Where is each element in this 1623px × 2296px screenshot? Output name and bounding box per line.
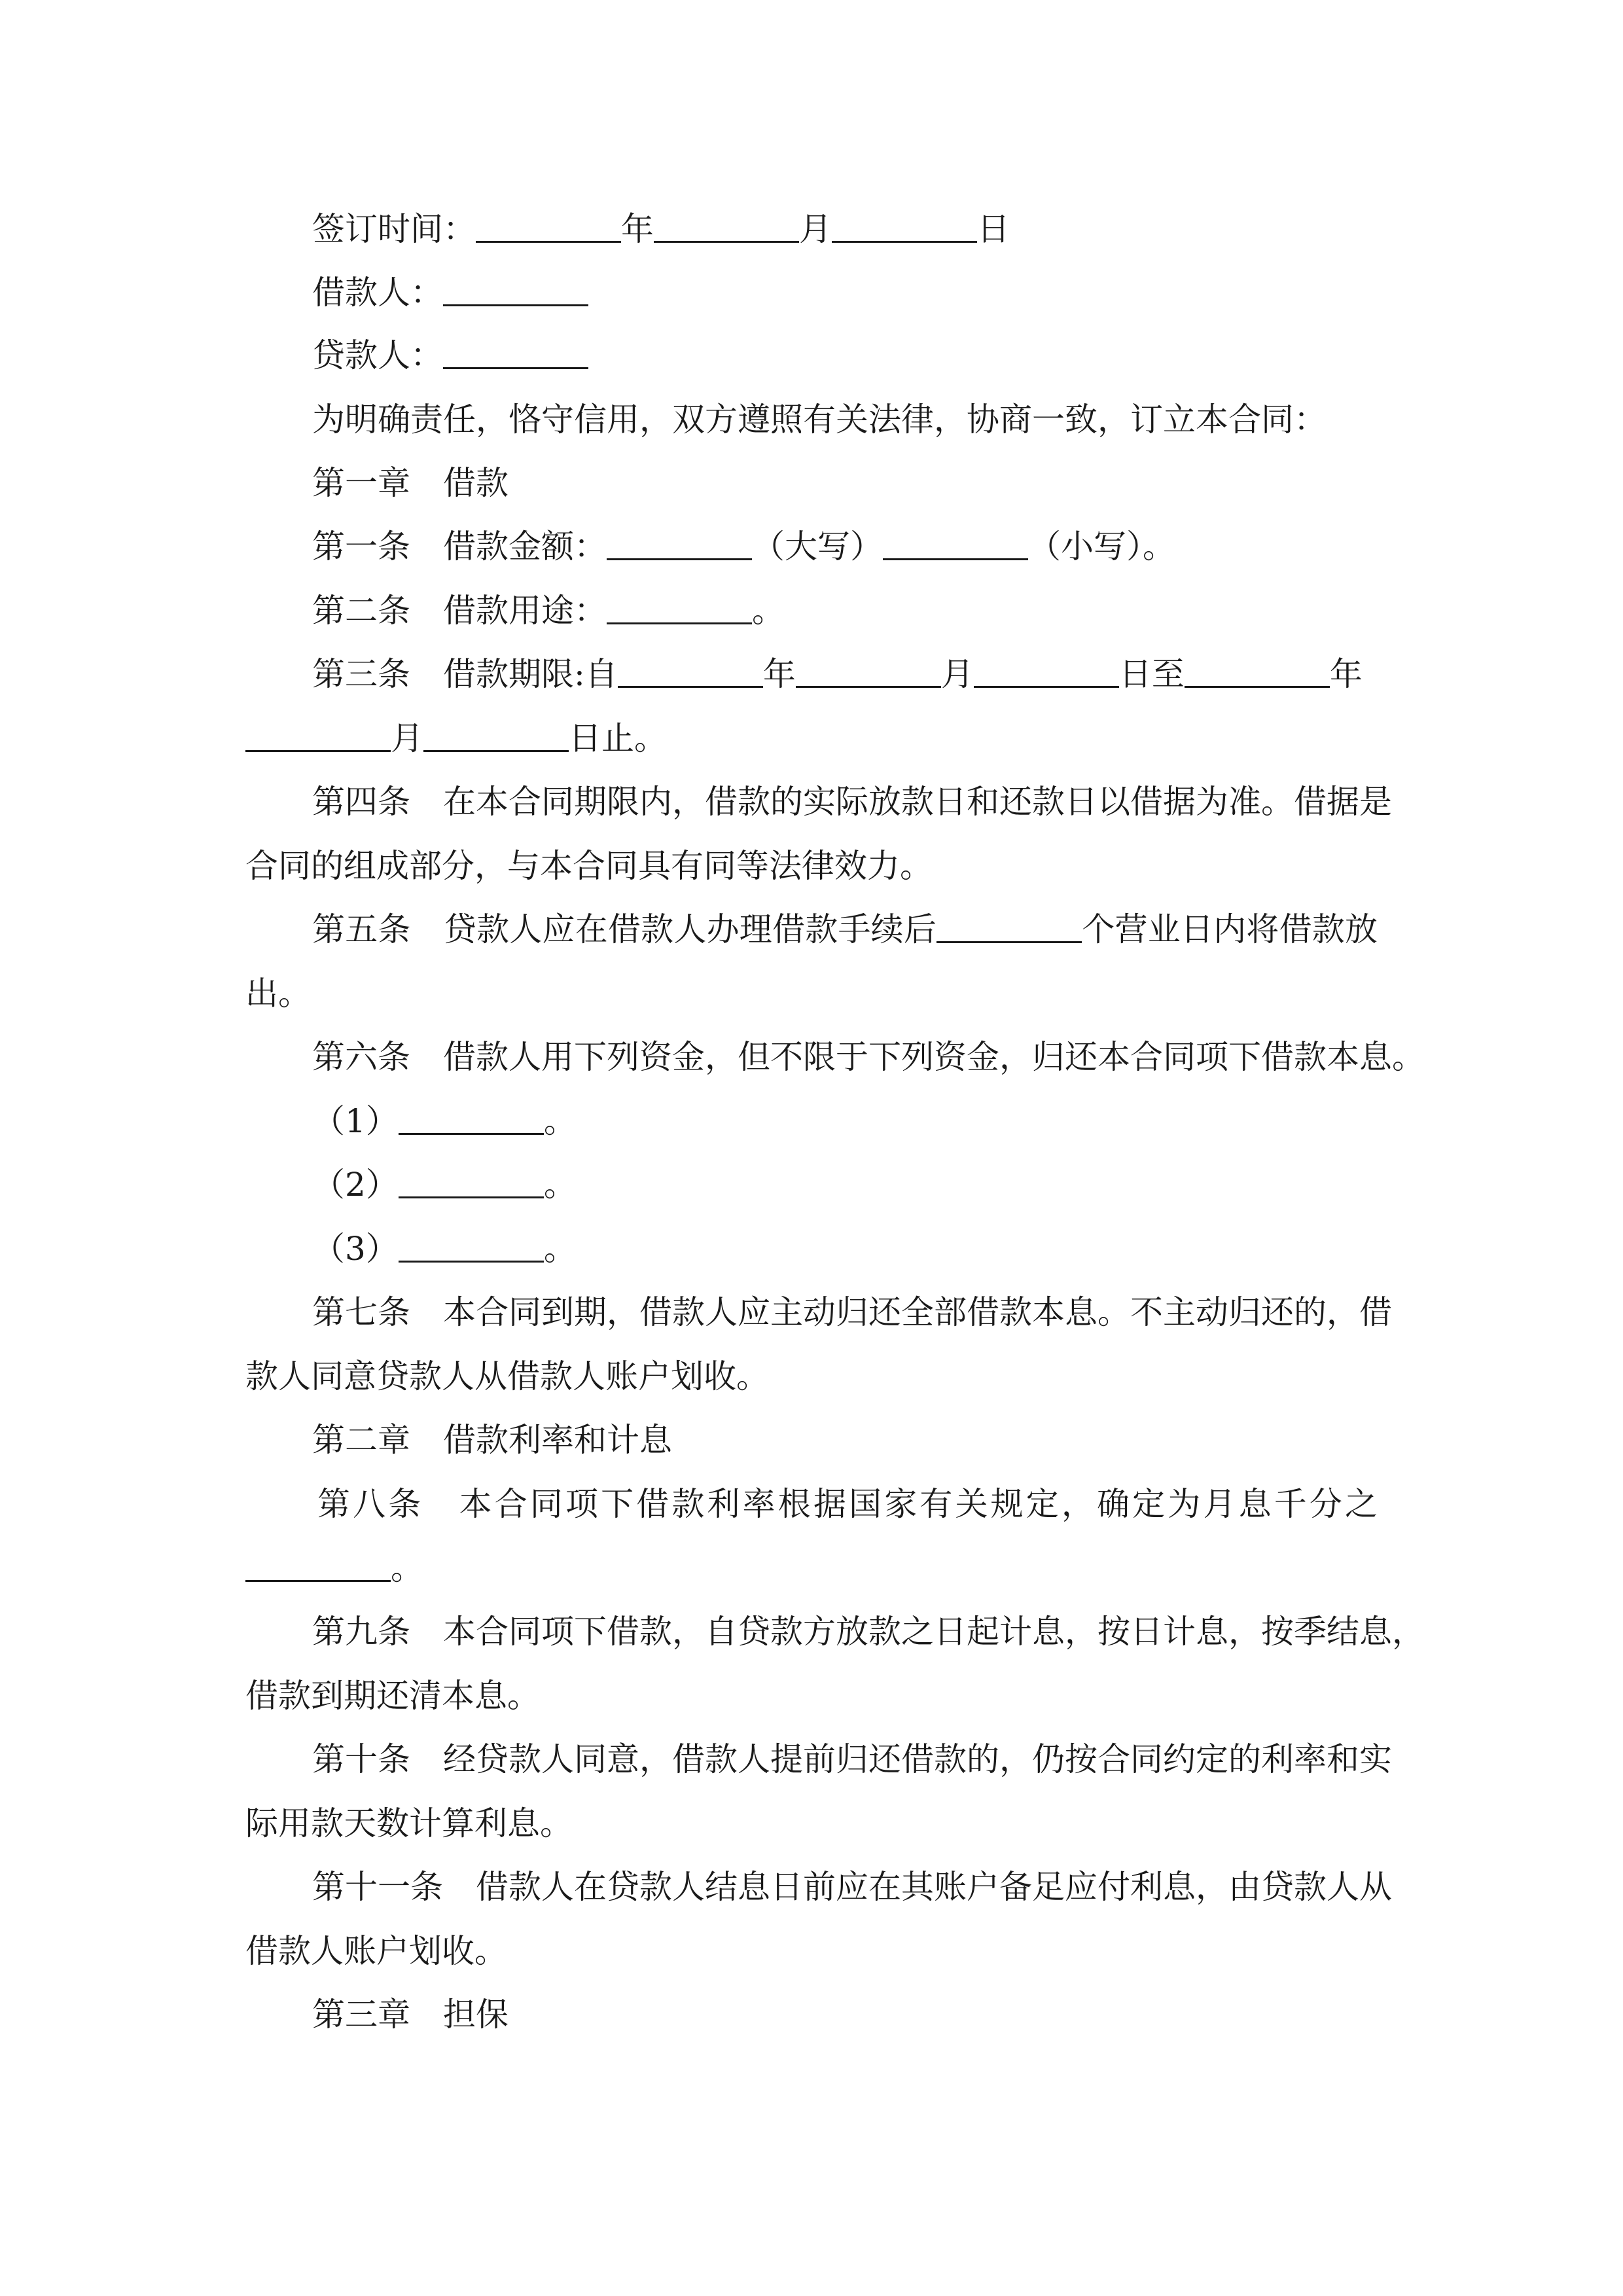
end-month-blank[interactable] bbox=[245, 720, 391, 752]
article-9-text-cont: 借款到期还清本息。 bbox=[245, 1677, 540, 1715]
article-8-line2 bbox=[245, 1549, 1378, 1588]
sign-time-label: 签订时间： bbox=[312, 210, 476, 248]
start-day-blank[interactable] bbox=[974, 656, 1119, 688]
fund-item-3-blank[interactable] bbox=[399, 1230, 544, 1263]
lender-line bbox=[312, 336, 1378, 375]
article-6-num: 第六条 bbox=[312, 1038, 410, 1076]
article-8-num: 第八条 bbox=[317, 1485, 424, 1523]
article-10-text-cont: 际用款天数计算利息。 bbox=[245, 1804, 573, 1842]
article-10-line1 bbox=[312, 1740, 1392, 1779]
fund-item-3 bbox=[312, 1229, 1378, 1268]
article-10-line2 bbox=[245, 1804, 1378, 1843]
fund-item-1 bbox=[312, 1102, 1378, 1141]
business-days-blank[interactable] bbox=[936, 911, 1082, 943]
article-5-line2 bbox=[245, 974, 1378, 1013]
chapter-1-heading bbox=[312, 463, 1378, 503]
amount-lower-label: （小写） bbox=[1028, 528, 1143, 565]
article-9-line1 bbox=[312, 1612, 1425, 1651]
start-day-label: 日至 bbox=[1118, 655, 1185, 693]
article-5-line1 bbox=[312, 910, 1378, 949]
article-6 bbox=[312, 1037, 1425, 1077]
article-9-num: 第九条 bbox=[312, 1613, 410, 1651]
day-label: 日 bbox=[977, 210, 1010, 248]
article-2-num: 第二条 bbox=[312, 592, 410, 630]
fund-item-1-blank[interactable] bbox=[399, 1103, 544, 1135]
article-10-text: 经贷款人同意，借款人提前归还借款的，仍按合同约定的利率和实 bbox=[443, 1740, 1392, 1778]
fund-item-2 bbox=[312, 1165, 1378, 1204]
article-3-from: 自 bbox=[584, 655, 618, 693]
article-2-text: 借款用途： bbox=[443, 592, 607, 630]
fund-item-2-label: （2） bbox=[312, 1166, 399, 1204]
chapter-3-title: 担保 bbox=[443, 1996, 508, 2034]
chapter-2-heading bbox=[312, 1420, 1378, 1460]
article-11-num: 第十一条 bbox=[312, 1868, 443, 1906]
borrower-label: 借款人： bbox=[312, 274, 443, 312]
article-7-line1 bbox=[312, 1293, 1392, 1332]
article-4-text: 在本合同期限内，借款的实际放款日和还款日以借据为准。借据是 bbox=[443, 783, 1392, 821]
article-1-text: 借款金额： bbox=[443, 528, 607, 565]
purpose-blank[interactable] bbox=[607, 592, 752, 624]
chapter-1-title: 借款 bbox=[443, 464, 508, 502]
article-11-text: 借款人在贷款人结息日前应在其账户备足应付利息，由贷款人从 bbox=[476, 1868, 1392, 1906]
amount-lower-blank[interactable] bbox=[883, 528, 1028, 560]
article-1-end: 。 bbox=[1143, 528, 1175, 565]
article-2-end: 。 bbox=[752, 592, 785, 630]
article-8-line1 bbox=[317, 1484, 1378, 1524]
article-6-text: 借款人用下列资金，但不限于下列资金，归还本合同项下借款本息。 bbox=[443, 1038, 1425, 1076]
amount-upper-label: （大写） bbox=[752, 528, 883, 565]
article-8-end: 。 bbox=[391, 1549, 423, 1587]
article-4-line1 bbox=[312, 782, 1392, 821]
month-blank[interactable] bbox=[654, 211, 799, 243]
article-7-line2 bbox=[245, 1357, 1378, 1396]
start-year-blank[interactable] bbox=[618, 656, 763, 688]
article-1 bbox=[312, 527, 1378, 566]
start-month-blank[interactable] bbox=[796, 656, 941, 688]
article-11-text-cont: 借款人账户划收。 bbox=[245, 1932, 507, 1970]
article-9-text: 本合同项下借款，自贷款方放款之日起计息，按日计息，按季结息， bbox=[443, 1613, 1425, 1651]
intro-sentence: 为明确责任，恪守信用，双方遵照有关法律，协商一致，订立本合同： bbox=[312, 401, 1327, 439]
fund-item-1-end: 。 bbox=[543, 1102, 577, 1140]
article-3-num: 第三条 bbox=[312, 655, 410, 693]
end-year-label: 年 bbox=[1329, 655, 1363, 693]
article-9-line2 bbox=[245, 1676, 1378, 1715]
chapter-2-title: 借款利率和计息 bbox=[443, 1421, 672, 1459]
article-11-line2 bbox=[245, 1931, 1378, 1971]
borrower-blank[interactable] bbox=[443, 274, 588, 306]
sign-time-line bbox=[312, 209, 1378, 249]
end-year-blank[interactable] bbox=[1185, 656, 1330, 688]
article-5-text-cont: 出。 bbox=[245, 975, 311, 1013]
chapter-3-heading bbox=[312, 1995, 1378, 2034]
article-11-line1 bbox=[312, 1867, 1392, 1907]
start-month-label: 月 bbox=[940, 655, 974, 693]
month-label: 月 bbox=[799, 210, 832, 248]
fund-item-3-end: 。 bbox=[543, 1230, 577, 1268]
article-8-text: 本合同项下借款利率根据国家有关规定，确定为月息千分之 bbox=[456, 1485, 1378, 1523]
article-4-text-cont: 合同的组成部分，与本合同具有同等法律效力。 bbox=[245, 847, 933, 885]
article-3-line1 bbox=[312, 655, 1378, 694]
year-label: 年 bbox=[621, 210, 654, 248]
article-5-num: 第五条 bbox=[312, 910, 411, 948]
end-month-label: 月 bbox=[391, 719, 423, 757]
lender-label: 贷款人： bbox=[312, 336, 443, 374]
borrower-line bbox=[312, 273, 1378, 312]
lender-blank[interactable] bbox=[443, 337, 588, 369]
article-7-text: 本合同到期，借款人应主动归还全部借款本息。不主动归还的，借 bbox=[443, 1293, 1392, 1331]
article-4-num: 第四条 bbox=[312, 783, 410, 821]
article-3-text: 借款期限: bbox=[443, 655, 585, 693]
article-2 bbox=[312, 591, 1378, 630]
article-7-num: 第七条 bbox=[312, 1293, 410, 1331]
article-5-text-b: 个营业日内将借款放 bbox=[1082, 910, 1378, 948]
interest-rate-blank[interactable] bbox=[245, 1550, 391, 1582]
chapter-1-num: 第一章 bbox=[312, 464, 410, 502]
intro-text bbox=[312, 400, 1378, 439]
start-year-label: 年 bbox=[762, 655, 796, 693]
chapter-2-num: 第二章 bbox=[312, 1421, 410, 1459]
year-blank[interactable] bbox=[476, 211, 621, 243]
day-blank[interactable] bbox=[832, 211, 977, 243]
article-5-text: 贷款人应在借款人办理借款手续后 bbox=[443, 910, 937, 948]
article-4-line2 bbox=[245, 846, 1378, 886]
fund-item-2-end: 。 bbox=[543, 1166, 577, 1204]
end-day-label: 日止。 bbox=[569, 719, 667, 757]
amount-upper-blank[interactable] bbox=[607, 528, 752, 560]
end-day-blank[interactable] bbox=[423, 720, 569, 752]
chapter-3-num: 第三章 bbox=[312, 1996, 410, 2034]
fund-item-2-blank[interactable] bbox=[399, 1166, 544, 1198]
article-3-line2 bbox=[245, 719, 1378, 758]
article-7-text-cont: 款人同意贷款人从借款人账户划收。 bbox=[245, 1357, 769, 1395]
article-1-num: 第一条 bbox=[312, 528, 410, 565]
article-10-num: 第十条 bbox=[312, 1740, 410, 1778]
fund-item-3-label: （3） bbox=[312, 1230, 399, 1268]
fund-item-1-label: （1） bbox=[312, 1102, 399, 1140]
